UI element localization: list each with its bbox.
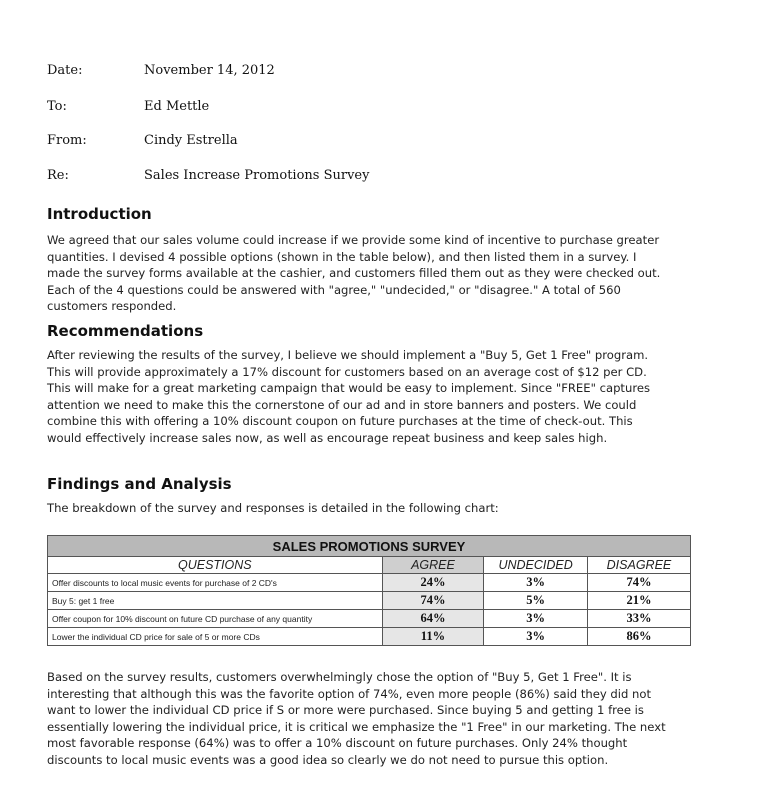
- introduction-line: customers responded.: [47, 299, 177, 313]
- recommendations-line: attention we need to make this the cornerstone of our ad and in store banners and posters. We could: [47, 397, 637, 412]
- column-header-disagree: DISAGREE: [587, 557, 690, 574]
- disagree-cell: 86%: [587, 628, 690, 646]
- recommendations-line: This will provide approximately a 17% discount for customers based on an average cost of $12 per CD.: [47, 364, 647, 379]
- column-header-agree: AGREE: [382, 557, 484, 574]
- introduction-heading: Introduction: [47, 205, 152, 223]
- to-value: Ed Mettle: [144, 99, 210, 114]
- recommendations-line: would effectively increase sales now, as well as encourage repeat business and keep sales high.: [47, 430, 608, 445]
- conclusion-line: essentially lowering the individual price, it is critical we emphasize the "1 Free" in our marketing. The next: [47, 719, 666, 734]
- conclusion-line: interesting that although this was the favorite option of 74%, even more people (86%) said they did not: [47, 686, 652, 701]
- findings-intro: The breakdown of the survey and responses is detailed in the following chart:: [47, 501, 499, 515]
- survey-table-header: [48, 557, 691, 574]
- disagree-cell: 21%: [587, 592, 690, 610]
- table-row: [48, 592, 691, 610]
- to-label: To:: [47, 99, 67, 114]
- recommendations-paragraph: [47, 347, 687, 446]
- re-label: Re:: [47, 168, 69, 183]
- conclusion-line: most favorable response (64%) was to offer a 10% discount on future purchases. Only 24% thought: [47, 736, 628, 750]
- disagree-cell: 74%: [587, 574, 690, 592]
- question-cell: Offer coupon for 10% discount on future CD purchase of any quantity: [48, 610, 383, 628]
- agree-cell: 64%: [382, 610, 484, 628]
- agree-cell: 24%: [382, 574, 484, 592]
- introduction-paragraph: [47, 232, 687, 315]
- recommendations-line: combine this with offering a 10% discount coupon on future purchases at the time of check-out. This: [47, 414, 633, 428]
- disagree-cell: 33%: [587, 610, 690, 628]
- table-row: [48, 574, 691, 592]
- from-value: Cindy Estrella: [144, 133, 238, 148]
- findings-heading: Findings and Analysis: [47, 475, 232, 493]
- undecided-cell: 3%: [484, 628, 588, 646]
- survey-table: [47, 535, 691, 646]
- recommendations-heading: Recommendations: [47, 322, 204, 340]
- introduction-line: quantities. I devised 4 possible options (shown in the table below), and then listed them in a survey. I: [47, 249, 637, 264]
- introduction-line: We agreed that our sales volume could increase if we provide some kind of incentive to purchase greater: [47, 233, 660, 247]
- column-header-undecided: UNDECIDED: [484, 557, 588, 574]
- introduction-line: made the survey forms available at the cashier, and customers filled them out as they were checked out.: [47, 266, 661, 280]
- conclusion-line: want to lower the individual CD price if S or more were purchased. Since buying 5 and getting 1 free is: [47, 703, 644, 717]
- recommendations-line: This will make for a great marketing campaign that would be easy to implement. Since "FREE" captures: [47, 381, 651, 395]
- survey-table-title: SALES PROMOTIONS SURVEY: [48, 536, 691, 557]
- table-row: [48, 628, 691, 646]
- question-cell: Buy 5: get 1 free: [48, 592, 383, 610]
- undecided-cell: 3%: [484, 610, 588, 628]
- question-cell: Lower the individual CD price for sale of 5 or more CDs: [48, 628, 383, 646]
- undecided-cell: 5%: [484, 592, 588, 610]
- agree-cell: 11%: [382, 628, 484, 646]
- table-row: [48, 610, 691, 628]
- conclusion-paragraph: [47, 669, 687, 768]
- column-header-questions: QUESTIONS: [48, 557, 383, 574]
- from-label: From:: [47, 133, 87, 148]
- undecided-cell: 3%: [484, 574, 588, 592]
- agree-cell: 74%: [382, 592, 484, 610]
- date-label: Date:: [47, 63, 83, 78]
- question-cell: Offer discounts to local music events for purchase of 2 CD's: [48, 574, 383, 592]
- recommendations-line: After reviewing the results of the survey, I believe we should implement a "Buy 5, Get 1 Free" program.: [47, 348, 649, 362]
- re-value: Sales Increase Promotions Survey: [144, 168, 370, 183]
- conclusion-line: Based on the survey results, customers overwhelmingly chose the option of "Buy 5, Get 1 Free". It is: [47, 670, 632, 684]
- date-value: November 14, 2012: [144, 63, 275, 78]
- conclusion-line: discounts to local music events was a good idea so clearly we do not need to pursue this option.: [47, 752, 609, 767]
- introduction-line: Each of the 4 questions could be answered with "agree," "undecided," or "disagree." A total of 560: [47, 282, 621, 297]
